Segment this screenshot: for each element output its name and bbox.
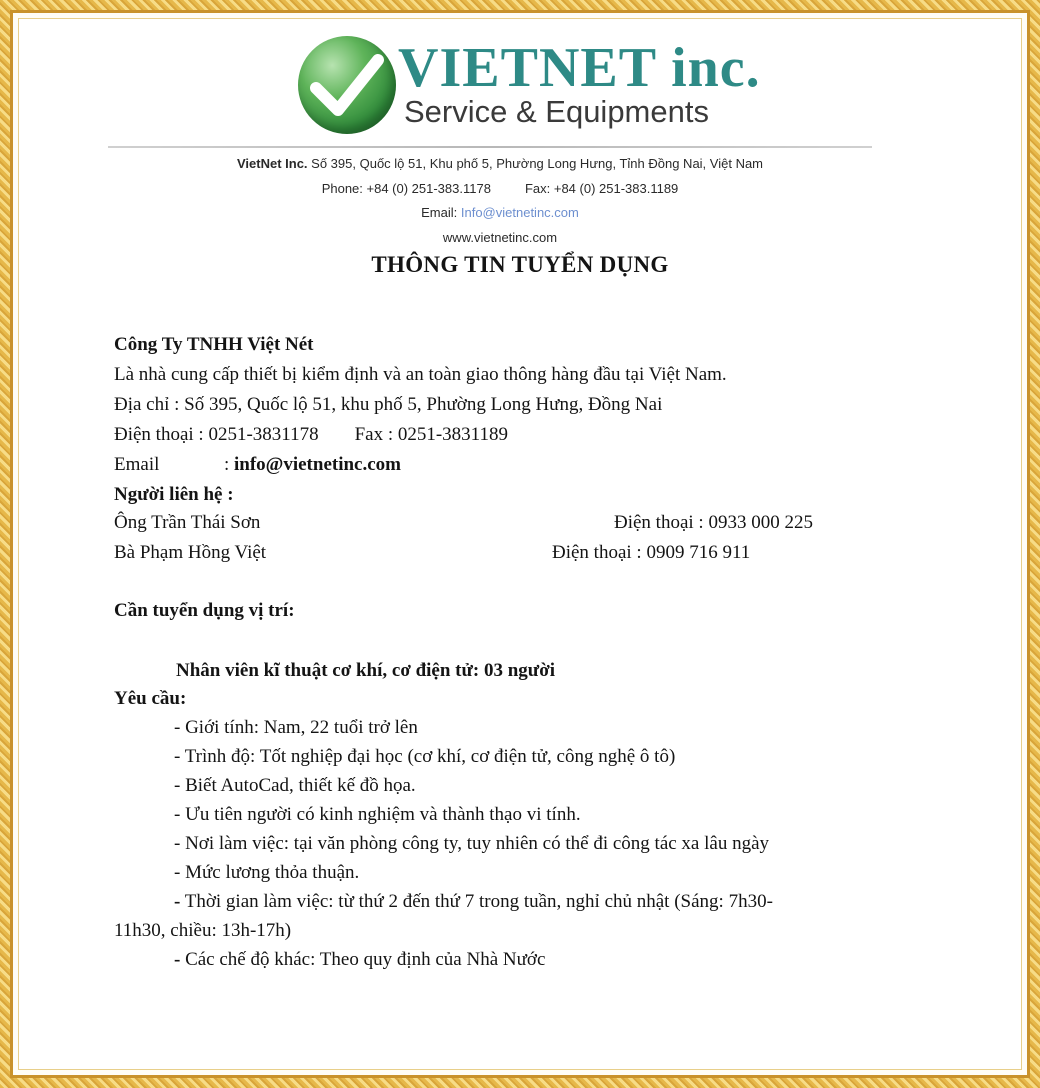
logo-brand-name: VIETNET inc. bbox=[398, 37, 761, 99]
letterhead-email-link[interactable]: Info@vietnetinc.com bbox=[460, 205, 579, 220]
requirement-bullet: - bbox=[174, 891, 181, 912]
letterhead-phone: Phone: +84 (0) 251-383.1178 bbox=[321, 180, 491, 196]
letterhead-contact bbox=[110, 152, 890, 250]
requirement-item: - Nơi làm việc: tại văn phòng công ty, tuy nhiên có thể đi công tác xa lâu ngày bbox=[174, 833, 770, 854]
contact-person-name: Ông Trần Thái Sơn bbox=[114, 512, 261, 533]
requirement-item: - Giới tính: Nam, 22 tuổi trở lên bbox=[174, 717, 418, 738]
header-divider bbox=[108, 146, 872, 148]
position-title: Nhân viên kĩ thuật cơ khí, cơ điện tử: 03 người bbox=[176, 660, 556, 681]
company-phone: Điện thoại : 0251-3831178 bbox=[114, 424, 319, 445]
checkmark-icon bbox=[310, 50, 384, 120]
company-fax: Fax : 0251-3831189 bbox=[354, 424, 508, 445]
contact-person-name: Bà Phạm Hồng Việt bbox=[114, 542, 267, 563]
logo-badge bbox=[298, 36, 396, 134]
working-hours-text: Thời gian làm việc: từ thứ 2 đến thứ 7 trong tuần, nghỉ chủ nhật (Sáng: 7h30- bbox=[184, 891, 773, 912]
requirement-bullet: - bbox=[174, 949, 181, 970]
requirements-heading: Yêu cầu: bbox=[114, 688, 187, 709]
requirement-item: - Mức lương thỏa thuận. bbox=[174, 862, 360, 883]
document-title: THÔNG TIN TUYỂN DỤNG bbox=[371, 252, 669, 277]
letterhead-website[interactable]: www.vietnetinc.com bbox=[442, 229, 558, 245]
other-benefits-line bbox=[174, 949, 545, 971]
requirement-item: - Trình độ: Tốt nghiệp đại học (cơ khí, cơ điện tử, công nghệ ô tô) bbox=[174, 746, 676, 767]
position-heading: Cần tuyển dụng vị trí: bbox=[114, 600, 295, 621]
company-address: Địa chỉ : Số 395, Quốc lộ 51, khu phố 5, Phường Long Hưng, Đồng Nai bbox=[114, 394, 663, 415]
company-phone-line bbox=[114, 424, 508, 446]
letterhead-email-label: Email: bbox=[421, 205, 458, 220]
company-email-label: Email bbox=[114, 454, 160, 475]
company-description: Là nhà cung cấp thiết bị kiểm định và an toàn giao thông hàng đầu tại Việt Nam. bbox=[114, 364, 727, 385]
requirement-item: - Biết AutoCad, thiết kế đồ họa. bbox=[174, 775, 416, 796]
contact-person-phone: Điện thoại : 0933 000 225 bbox=[614, 512, 813, 533]
contacts-heading: Người liên hệ : bbox=[114, 484, 234, 505]
requirement-item: - Ưu tiên người có kinh nghiệm và thành thạo vi tính. bbox=[174, 804, 581, 825]
working-hours-line-2: 11h30, chiều: 13h-17h) bbox=[114, 920, 292, 941]
letterhead-email-line bbox=[110, 201, 890, 226]
letterhead-address-line bbox=[110, 152, 890, 177]
letterhead-company: VietNet Inc. bbox=[236, 156, 308, 171]
letterhead-phone-line bbox=[110, 177, 890, 202]
letterhead-address: Số 395, Quốc lộ 51, Khu phố 5, Phường Long Hưng, Tỉnh Đồng Nai, Việt Nam bbox=[311, 156, 764, 171]
other-benefits-text: Các chế độ khác: Theo quy định của Nhà Nước bbox=[185, 949, 546, 970]
working-hours-line-1 bbox=[174, 891, 773, 913]
letterhead-fax: Fax: +84 (0) 251-383.1189 bbox=[524, 180, 679, 196]
company-name: Công Ty TNHH Việt Nét bbox=[114, 334, 314, 355]
company-email-colon: : bbox=[224, 454, 230, 475]
logo-tagline: Service & Equipments bbox=[404, 94, 709, 129]
company-email-value[interactable]: info@vietnetinc.com bbox=[234, 454, 402, 475]
company-email-line bbox=[114, 454, 401, 476]
company-logo bbox=[298, 34, 761, 138]
contact-person-phone: Điện thoại : 0909 716 911 bbox=[552, 542, 751, 563]
